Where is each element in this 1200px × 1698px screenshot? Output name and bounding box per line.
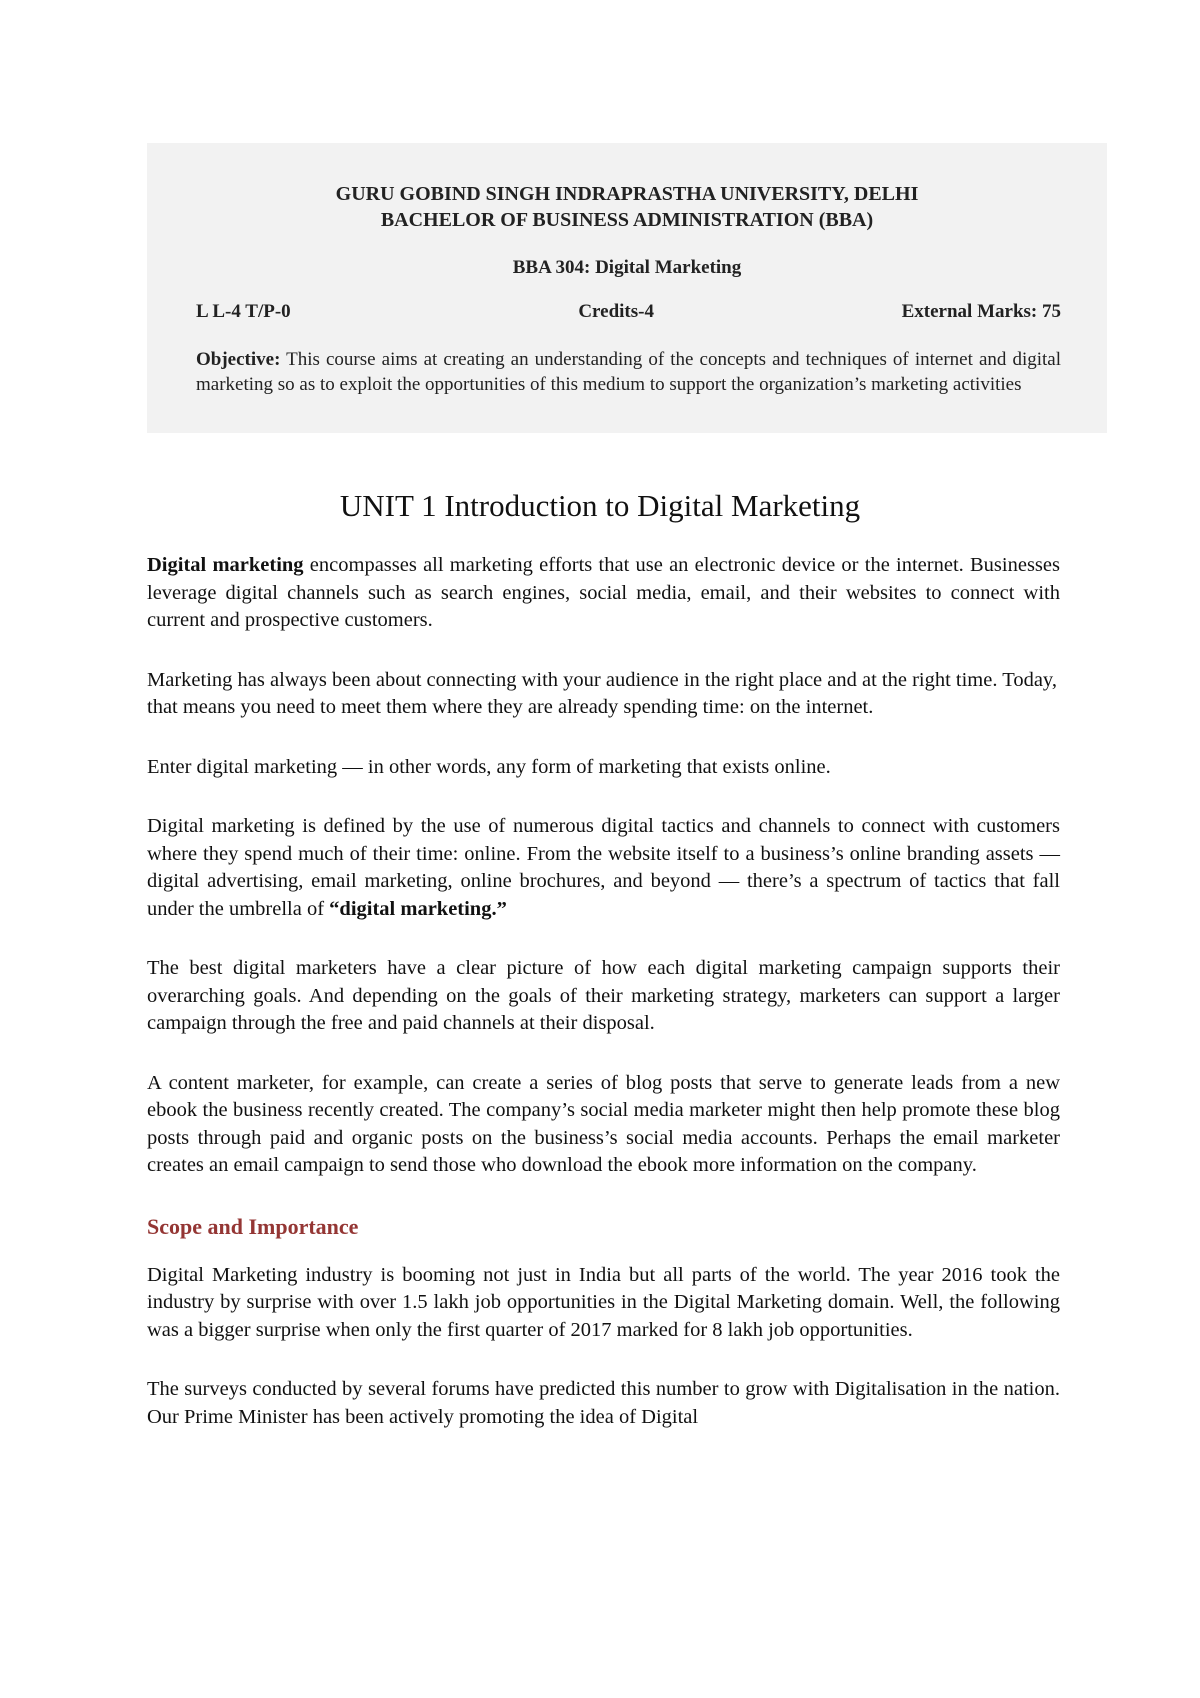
term-digital-marketing: Digital marketing <box>147 554 304 576</box>
course-objective <box>196 347 1061 397</box>
paragraph-definition <box>147 552 1060 635</box>
paragraph-surveys: The surveys conducted by several forums have predicted this number to grow with Digitalisation in the nation. Our Prime Minister has been actively promoting the idea of Digital <box>147 1378 1060 1428</box>
paragraph-tactics-text: Digital marketing is defined by the use of numerous digital tactics and channels to connect with customers where they spend much of their time: online. From the website itself to a business’s online branding assets — digital advertising, email marketing, online brochures, and beyond — there’s a spectrum of tactics that fall under the umbrella of <box>147 815 1060 920</box>
section-heading-scope: Scope and Importance <box>147 1213 359 1239</box>
course-meta-row <box>196 301 1061 323</box>
document-body <box>147 552 1060 1463</box>
university-name: GURU GOBIND SINGH INDRAPRASTHA UNIVERSITY, DELHI <box>335 183 919 205</box>
degree-name: BACHELOR OF BUSINESS ADMINISTRATION (BBA) <box>380 209 874 231</box>
paragraph-enter: Enter digital marketing — in other words, any form of marketing that exists online. <box>147 755 831 778</box>
term-digital-marketing-quote: “digital marketing.” <box>329 897 507 920</box>
unit-title: UNIT 1 Introduction to Digital Marketing <box>339 488 861 523</box>
paragraph-content-marketer: A content marketer, for example, can create a series of blog posts that serve to generate leads from a new ebook the business recently created. The company’s social media marketer might then help promote these blog posts through paid and organic posts on the business’s social media accounts. Perhaps the email marketer creates an email campaign to send those who download the ebook more information on the company. <box>147 1071 1060 1176</box>
paragraph-industry-booming: Digital Marketing industry is booming not just in India but all parts of the world. The year 2016 took the industry by surprise with over 1.5 lakh job opportunities in the Digital Marketing domain. Well, the following was a bigger surprise when only the first quarter of 2017 marked for 8 lakh job opportunities. <box>147 1263 1060 1341</box>
credits-info: Credits-4 <box>578 301 654 322</box>
external-marks-info: External Marks: 75 <box>901 301 1061 322</box>
objective-label: Objective: <box>196 349 281 370</box>
objective-text: This course aims at creating an understanding of the concepts and techniques of internet and digital marketing so as to exploit the opportunities of this medium to support the organization’s marketing activities <box>196 349 1061 395</box>
paragraph-connecting: Marketing has always been about connecting with your audience in the right place and at the right time. Today, that means you need to meet them where they are already spending time: on the internet. <box>147 668 1057 718</box>
paragraph-tactics <box>147 813 1060 923</box>
paragraph-best-marketers: The best digital marketers have a clear picture of how each digital marketing campaign supports their overarching goals. And depending on the goals of their marketing strategy, marketers can support a larger campaign through the free and paid channels at their disposal. <box>147 957 1060 1034</box>
lecture-tutorial-info: L L-4 T/P-0 <box>196 301 291 322</box>
course-header-box <box>147 143 1107 433</box>
paragraph-definition-text: encompasses all marketing efforts that use an electronic device or the internet. Businesses leverage digital channels such as search engines, social media, email, and their websites to connect with current and prospective customers. <box>147 554 1060 631</box>
course-title: BBA 304: Digital Marketing <box>512 257 742 278</box>
